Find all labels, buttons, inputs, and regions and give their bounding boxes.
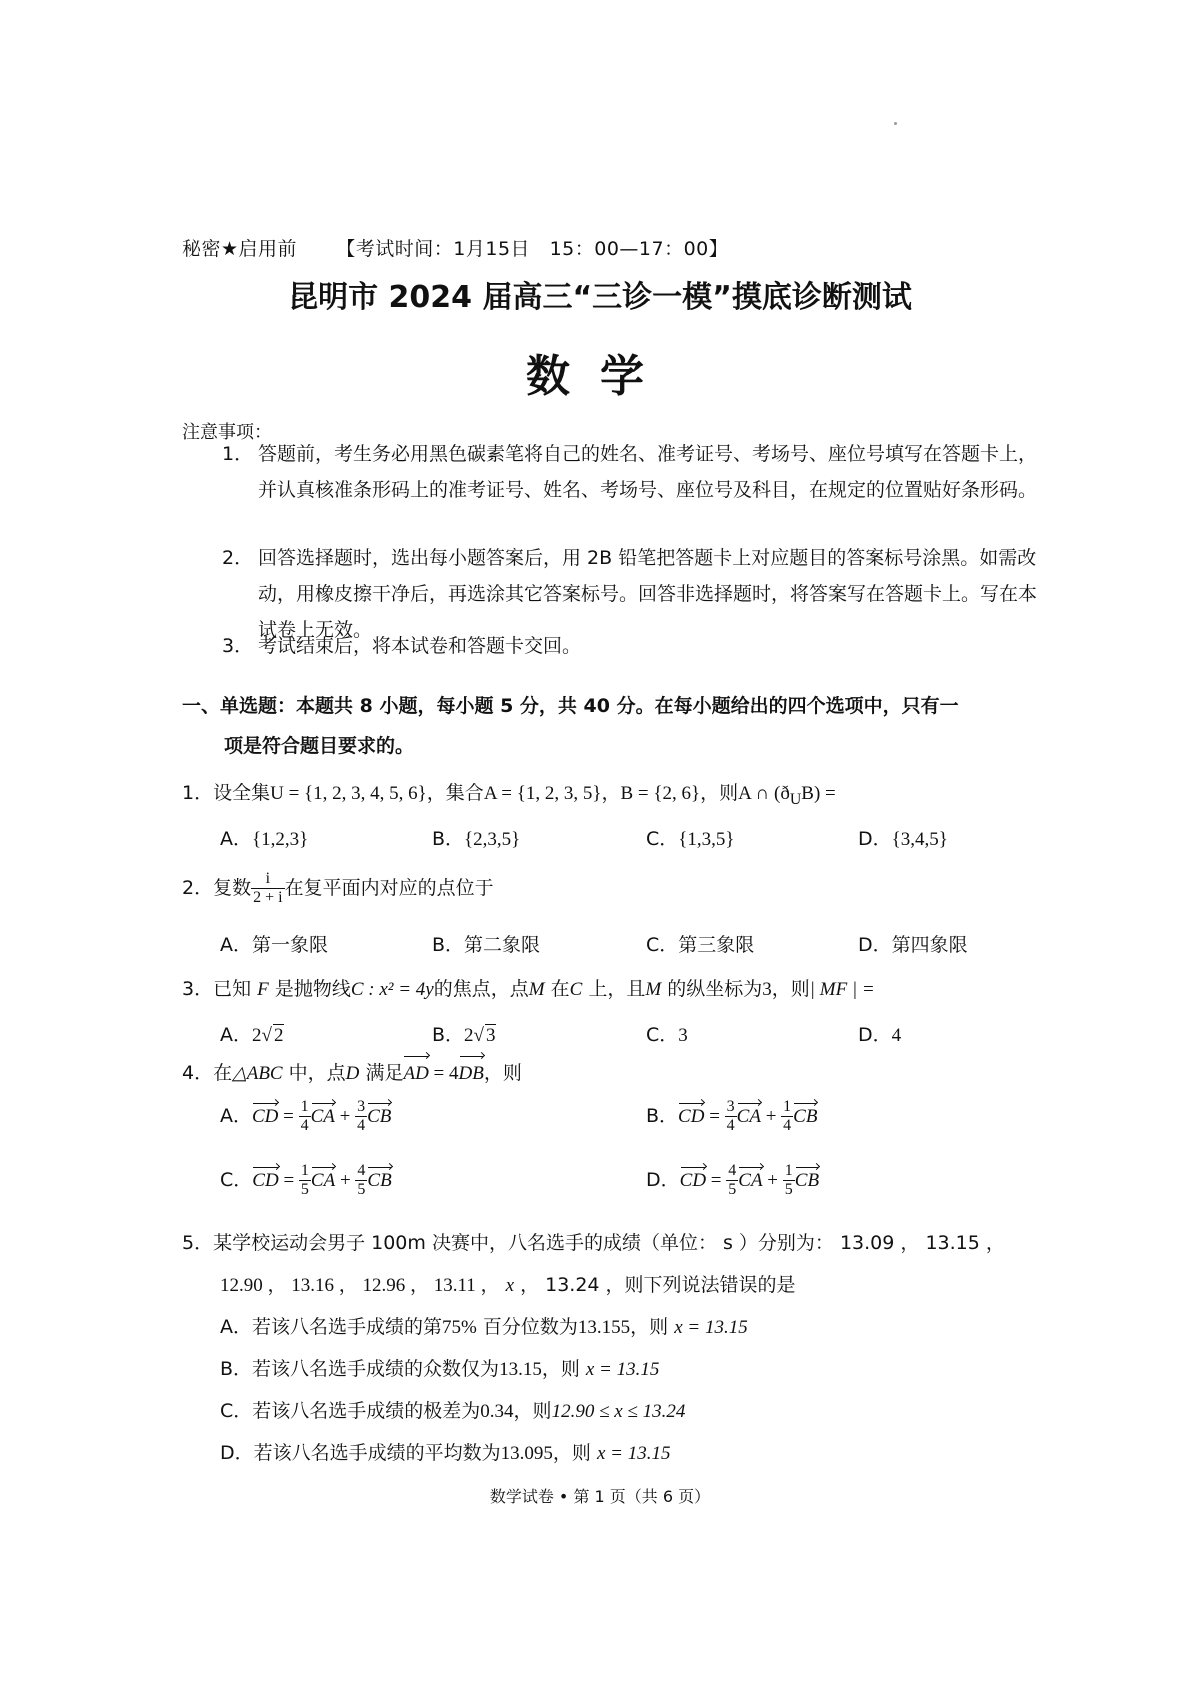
math-var: F xyxy=(257,979,269,1000)
fraction-denominator: 5 xyxy=(784,1181,793,1198)
question-text: 12.90 ， 13.16 ， 12.96 ， 13.11 ， xyxy=(220,1275,500,1296)
section-heading xyxy=(182,686,1042,766)
question-5-line2 xyxy=(220,1270,796,1301)
math-number: 3 xyxy=(762,979,772,1000)
math-var: M xyxy=(645,979,662,1000)
option-value: 4 xyxy=(891,1025,902,1046)
fraction-denominator: 5 xyxy=(300,1181,309,1198)
question-text: 满足 xyxy=(365,1062,404,1084)
math-number: 13.15 xyxy=(499,1359,542,1380)
note-text: 回答选择题时，选出每小题答案后，用 2B 铅笔把答题卡上对应题目的答案标号涂黑。如需改动，用橡皮擦干净后，再选涂其它答案标号。回答非选择题时，将答案写在答题卡上。写在本试卷上无效。 xyxy=(258,547,1038,641)
note-number: 3． xyxy=(222,635,254,657)
math-expr: 12.90 ≤ x ≤ 13.24 xyxy=(551,1401,686,1422)
radicand: 2 xyxy=(273,1025,284,1046)
fraction-numerator: 1 xyxy=(783,1098,792,1115)
option-value: {1,2,3} xyxy=(252,829,309,850)
option-value: {3,4,5} xyxy=(891,829,948,850)
vector: AD xyxy=(403,1059,428,1089)
option-label: A． xyxy=(220,934,252,956)
vector: CD xyxy=(678,1106,705,1127)
question-2 xyxy=(182,866,494,910)
option-label: D． xyxy=(858,934,892,956)
option-label: D． xyxy=(858,1024,892,1046)
question-number: 4． xyxy=(182,1062,214,1084)
math-expr: = 4 xyxy=(428,1063,459,1084)
option-label: C． xyxy=(220,1400,253,1422)
question-1 xyxy=(182,778,836,815)
option-label: C． xyxy=(646,828,679,850)
math-number: 13.155 xyxy=(577,1317,631,1338)
question-text: 复数 xyxy=(213,877,252,899)
option-label: D． xyxy=(220,1442,254,1464)
fraction-numerator: 1 xyxy=(784,1162,793,1179)
question-text: 在 xyxy=(213,1062,233,1084)
fraction-numerator: 3 xyxy=(357,1098,366,1115)
math-number: 0.34 xyxy=(480,1401,514,1422)
math-expr: x = 13.15 xyxy=(674,1317,748,1338)
option-d[interactable] xyxy=(858,1020,901,1047)
option-a[interactable] xyxy=(220,930,328,957)
fraction-numerator: 4 xyxy=(728,1162,737,1179)
math-expr: | MF | = xyxy=(809,979,875,1000)
page-title: 昆明市 2024 届高三“三诊一模”摸底诊断测试 xyxy=(288,280,912,315)
option-text: 若该八名选手成绩的平均数为 xyxy=(253,1442,501,1464)
fraction xyxy=(726,1162,738,1199)
question-text: 中，点 xyxy=(288,1062,346,1084)
note-text: 考试结束后，将本试卷和答题卡交回。 xyxy=(258,635,582,657)
question-text: 在 xyxy=(550,978,570,1000)
option-value: 2 xyxy=(464,1025,474,1046)
option-b[interactable] xyxy=(220,1354,659,1381)
option-text: 若该八名选手成绩的众数仅为 xyxy=(252,1358,500,1380)
option-c[interactable] xyxy=(646,824,735,851)
option-b[interactable] xyxy=(432,930,540,957)
question-text: 设全集 xyxy=(213,782,271,804)
math-var: D xyxy=(345,1063,360,1084)
radicand: 3 xyxy=(485,1025,496,1046)
vector: CA xyxy=(736,1106,761,1127)
question-4 xyxy=(182,1058,522,1089)
secret-label: 秘密★启用前 xyxy=(182,238,298,260)
question-3 xyxy=(182,974,875,1005)
math-expr: U = {1, 2, 3, 4, 5, 6} xyxy=(270,783,427,804)
vector: CD xyxy=(252,1106,279,1127)
fraction-numerator: 1 xyxy=(300,1162,309,1179)
note-item xyxy=(222,628,1040,664)
option-label: D． xyxy=(858,828,892,850)
option-b[interactable]: B．CD = $\frac{3}{4}$ CA + $\frac{1}{4}$ CB xyxy=(646,1098,818,1134)
math-subscript: U xyxy=(789,790,802,808)
option-label: A． xyxy=(220,1316,252,1338)
math-expr: x = 13.15 xyxy=(585,1359,660,1380)
option-label: B． xyxy=(220,1358,253,1380)
option-a[interactable]: A．2√ 2 xyxy=(220,1024,284,1046)
option-d[interactable] xyxy=(858,824,948,851)
fraction-denominator: 5 xyxy=(357,1181,366,1198)
question-text: 已知 xyxy=(213,978,252,1000)
question-text: 某学校运动会男子 100m 决赛中，八名选手的成绩（单位： s ）分别为： 13.09 ， 13.15 ， xyxy=(213,1232,1005,1254)
question-text: ，则 xyxy=(771,978,810,1000)
vector: CA xyxy=(738,1170,763,1191)
option-label: B． xyxy=(646,1105,679,1127)
question-text: ，则 xyxy=(483,1062,522,1084)
math-expr-part: B) = xyxy=(801,783,836,804)
question-text: ，集合 xyxy=(426,782,484,804)
question-text: 在复平面内对应的点位于 xyxy=(284,877,494,899)
vector: CB xyxy=(794,1170,820,1191)
math-number: 13.095 xyxy=(500,1443,553,1464)
fraction-numerator: 3 xyxy=(726,1098,735,1115)
section-heading-line1: 一、单选题：本题共 8 小题，每小题 5 分，共 40 分。在每小题给出的四个选项中，只有一 xyxy=(182,695,959,717)
option-c[interactable]: C．CD = $\frac{1}{5}$ CA + $\frac{4}{5}$ CB xyxy=(220,1162,392,1198)
fraction xyxy=(781,1098,793,1135)
option-c[interactable] xyxy=(646,1020,688,1047)
question-text: 是抛物线 xyxy=(274,978,351,1000)
math-number: 75% xyxy=(442,1317,477,1338)
vector: CB xyxy=(793,1106,818,1127)
option-text: ，则 xyxy=(552,1442,591,1464)
fraction-denominator: 4 xyxy=(726,1117,735,1134)
option-text: 若该八名选手成绩的第 xyxy=(252,1316,443,1338)
option-label: C． xyxy=(646,1024,679,1046)
option-label: C． xyxy=(646,934,679,956)
note-item xyxy=(222,436,1040,508)
math-expr-part: A ∩ (ð xyxy=(738,783,790,804)
option-value: 2 xyxy=(252,1025,262,1046)
option-label: A． xyxy=(220,828,252,850)
option-d[interactable] xyxy=(220,1438,670,1465)
question-text: ，则 xyxy=(700,782,739,804)
fraction-denominator: 5 xyxy=(728,1181,737,1198)
math-expr: △ABC xyxy=(232,1063,283,1084)
option-d[interactable]: D．CD = $\frac{4}{5}$ CA + $\frac{1}{5}$ CB xyxy=(646,1162,820,1198)
fraction-numerator: 1 xyxy=(300,1098,309,1115)
question-5 xyxy=(182,1228,1005,1258)
question-text: ， 13.24 ，则下列说法错误的是 xyxy=(520,1274,796,1296)
fraction xyxy=(355,1162,367,1199)
note-number: 2． xyxy=(222,547,254,569)
vector: CB xyxy=(367,1106,392,1127)
option-text: ，则 xyxy=(541,1358,580,1380)
option-value: 第二象限 xyxy=(464,934,541,956)
option-text: 若该八名选手成绩的极差为 xyxy=(252,1400,481,1422)
note-text: 答题前，考生务必用黑色碳素笔将自己的姓名、准考证号、考场号、座位号填写在答题卡上，并认真核准条形码上的准考证号、姓名、考场号、座位号及科目，在规定的位置贴好条形码。 xyxy=(258,443,1038,501)
option-value: 第一象限 xyxy=(252,934,329,956)
math-var: x xyxy=(505,1275,515,1296)
fraction-denominator: 4 xyxy=(783,1117,792,1134)
question-number: 5． xyxy=(182,1232,214,1254)
fraction xyxy=(725,1098,737,1135)
option-value: {1,3,5} xyxy=(678,829,735,850)
math-expr: A = {1, 2, 3, 5} xyxy=(483,783,602,804)
option-label: A． xyxy=(220,1105,252,1127)
section-heading-line2: 项是符合题目要求的。 xyxy=(224,735,415,757)
fraction-numerator: i xyxy=(251,870,284,889)
note-number: 1． xyxy=(222,443,254,465)
question-number: 3． xyxy=(182,978,214,1000)
option-label: C． xyxy=(220,1169,253,1191)
option-a[interactable] xyxy=(220,1312,748,1339)
question-text: 上，且 xyxy=(588,978,646,1000)
fraction-denominator: 2 + i xyxy=(253,889,283,906)
option-text: ，则 xyxy=(513,1400,552,1422)
option-a[interactable]: A．CD = $\frac{1}{4}$ CA + $\frac{3}{4}$ CB xyxy=(220,1098,392,1134)
exam-time: 【考试时间：1月15日 15：00—17：00】 xyxy=(336,238,729,260)
math-var: M xyxy=(528,979,545,1000)
secret-line xyxy=(182,234,728,261)
question-text: 的纵坐标为 xyxy=(667,978,763,1000)
fraction xyxy=(251,870,284,907)
option-b[interactable]: B．2√ 3 xyxy=(432,1024,496,1046)
fraction xyxy=(299,1098,311,1135)
option-text: ，则 xyxy=(630,1316,669,1338)
fraction-denominator: 4 xyxy=(357,1117,366,1134)
option-value: {2,3,5} xyxy=(464,829,521,850)
notes-heading: 注意事项： xyxy=(182,422,272,443)
fraction-numerator: 4 xyxy=(357,1162,366,1179)
math-expr: B = {2, 6} xyxy=(620,783,701,804)
option-label: B． xyxy=(432,934,465,956)
vector: CD xyxy=(252,1170,279,1191)
question-text: ， xyxy=(601,782,621,804)
option-c[interactable] xyxy=(220,1396,685,1423)
fraction xyxy=(299,1162,311,1199)
option-b[interactable] xyxy=(432,824,520,851)
option-d[interactable] xyxy=(858,930,968,957)
option-label: B． xyxy=(432,828,465,850)
question-number: 1． xyxy=(182,782,214,804)
option-value: 3 xyxy=(678,1025,688,1046)
fraction xyxy=(355,1098,367,1135)
option-value: 第四象限 xyxy=(891,934,968,956)
option-value: 第三象限 xyxy=(678,934,755,956)
vector: DB xyxy=(459,1059,484,1089)
option-text: 百分位数为 xyxy=(482,1316,578,1338)
option-label: D． xyxy=(646,1169,680,1191)
math-expr: C : x² = 4y xyxy=(350,979,434,1000)
option-c[interactable] xyxy=(646,930,754,957)
subject-title: 数学 xyxy=(526,351,674,402)
fraction-denominator: 4 xyxy=(300,1117,309,1134)
option-label: B． xyxy=(432,1024,465,1046)
math-expr: x = 13.15 xyxy=(596,1443,671,1464)
vector: CA xyxy=(310,1106,335,1127)
math-var: C xyxy=(569,979,583,1000)
question-text: 的焦点，点 xyxy=(433,978,529,1000)
question-number: 2． xyxy=(182,877,214,899)
scan-dot xyxy=(894,122,897,125)
option-a[interactable] xyxy=(220,824,308,851)
option-label: A． xyxy=(220,1024,252,1046)
fraction xyxy=(783,1162,795,1199)
vector: CB xyxy=(367,1170,392,1191)
math-expr xyxy=(738,783,836,808)
vector: CD xyxy=(679,1170,707,1191)
page-footer: 数学试卷 • 第 1 页（共 6 页） xyxy=(489,1487,711,1506)
vector: CA xyxy=(310,1170,336,1191)
